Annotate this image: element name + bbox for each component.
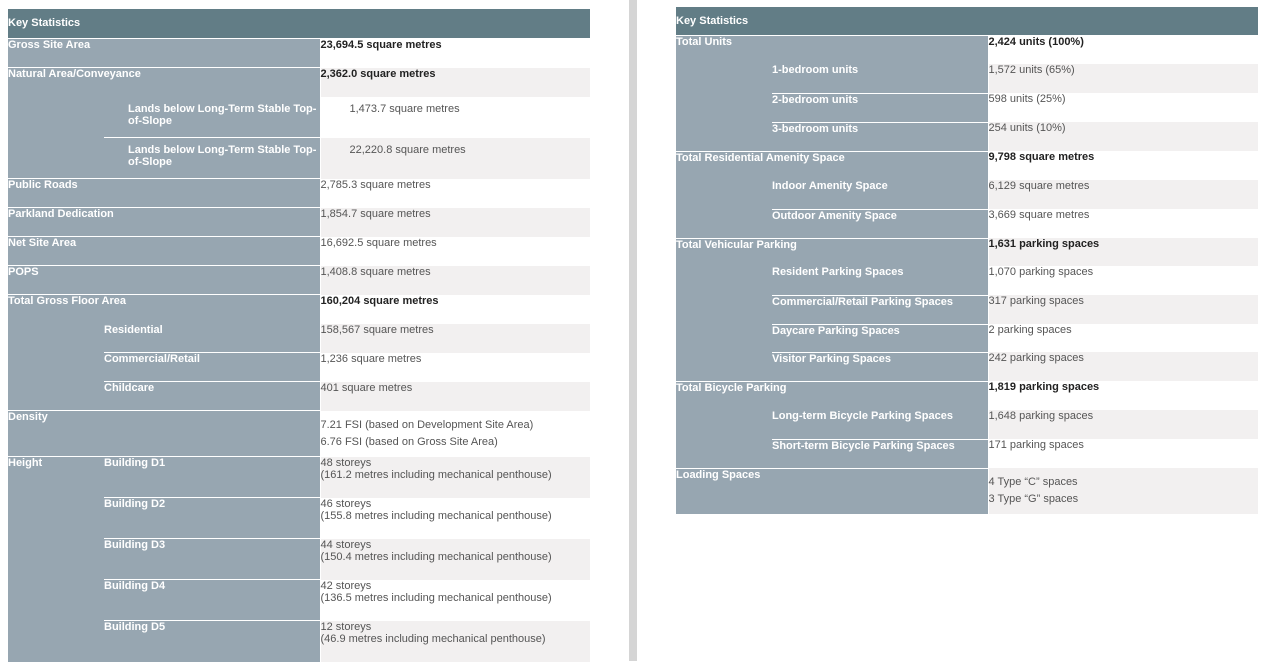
key-statistics-table-right (676, 7, 1258, 514)
visitor-parking-label: Visitor Parking Spaces (772, 352, 988, 381)
density-value-1: 7.21 FSI (based on Development Site Area) (320, 418, 534, 431)
outdoor-amenity-label: Outdoor Amenity Space (772, 209, 988, 238)
building-d4-label: Building D4 (104, 580, 320, 621)
table-header: Key Statistics (8, 9, 590, 38)
commercial-retail-value: 1,236 square metres (320, 353, 590, 382)
natural-area-value: 2,362.0 square metres (320, 68, 590, 97)
key-statistics-table-left (8, 9, 590, 662)
visitor-parking-value: 242 parking spaces (988, 352, 1258, 381)
two-bedroom-value: 598 units (25%) (988, 93, 1258, 122)
loading-type-g: 3 Type “G” spaces (988, 493, 1079, 505)
building-d1-label: Building D1 (104, 457, 320, 498)
residential-amenity-value: 9,798 square metres (988, 151, 1258, 180)
building-d4-storeys: 42 storeys (320, 579, 372, 592)
one-bedroom-value: 1,572 units (65%) (988, 64, 1258, 93)
density-label: Density (8, 411, 320, 457)
height-label: Height (8, 457, 104, 498)
vehicular-parking-value: 1,631 parking spaces (988, 238, 1258, 266)
bicycle-parking-value: 1,819 parking spaces (988, 381, 1258, 410)
density-value-2: 6.76 FSI (based on Gross Site Area) (320, 435, 498, 448)
parkland-dedication-value: 1,854.7 square metres (320, 208, 590, 237)
commercial-parking-value: 317 parking spaces (988, 295, 1258, 324)
loading-spaces-label: Loading Spaces (676, 468, 988, 514)
net-site-area-label: Net Site Area (8, 237, 320, 266)
residential-amenity-label: Total Residential Amenity Space (676, 151, 988, 180)
daycare-parking-label: Daycare Parking Spaces (772, 324, 988, 352)
residential-value: 158,567 square metres (320, 324, 590, 353)
daycare-parking-value: 2 parking spaces (988, 324, 1258, 352)
public-roads-label: Public Roads (8, 179, 320, 208)
lands-below-slope-value-2: 22,220.8 square metres (320, 138, 590, 179)
total-units-value: 2,424 units (100%) (988, 35, 1258, 64)
two-bedroom-label: 2-bedroom units (772, 93, 988, 122)
total-units-label: Total Units (676, 35, 988, 64)
three-bedroom-value: 254 units (10%) (988, 122, 1258, 151)
net-site-area-value: 16,692.5 square metres (320, 237, 590, 266)
short-term-bicycle-value: 171 parking spaces (988, 439, 1258, 468)
lands-below-slope-value-1: 1,473.7 square metres (320, 97, 590, 138)
building-d1-storeys: 48 storeys (320, 456, 372, 469)
lands-below-slope-label-2: Lands below Long-Term Stable Top-of-Slope (104, 138, 320, 179)
building-d2-label: Building D2 (104, 498, 320, 539)
long-term-bicycle-value: 1,648 parking spaces (988, 410, 1258, 439)
building-d4-metres: (136.5 metres including mechanical penthouse) (320, 591, 552, 604)
bicycle-parking-label: Total Bicycle Parking (676, 381, 988, 410)
natural-area-label: Natural Area/Conveyance (8, 68, 320, 97)
childcare-label: Childcare (104, 382, 320, 411)
building-d1-metres: (161.2 metres including mechanical penthouse) (320, 468, 552, 481)
building-d5-value (320, 621, 590, 662)
building-d2-value (320, 498, 590, 539)
building-d3-storeys: 44 storeys (320, 538, 372, 551)
total-gfa-value: 160,204 square metres (320, 295, 590, 324)
table-header: Key Statistics (676, 7, 1258, 35)
indoor-amenity-value: 6,129 square metres (988, 180, 1258, 209)
total-gfa-label: Total Gross Floor Area (8, 295, 320, 324)
building-d3-label: Building D3 (104, 539, 320, 580)
building-d2-metres: (155.8 metres including mechanical penthouse) (320, 509, 552, 522)
building-d3-value (320, 539, 590, 580)
commercial-retail-label: Commercial/Retail (104, 353, 320, 382)
building-d1-value (320, 457, 590, 498)
pops-label: POPS (8, 266, 320, 295)
residential-label: Residential (104, 324, 320, 353)
pops-value: 1,408.8 square metres (320, 266, 590, 295)
public-roads-value: 2,785.3 square metres (320, 179, 590, 208)
parkland-dedication-label: Parkland Dedication (8, 208, 320, 237)
one-bedroom-label: 1-bedroom units (772, 64, 988, 93)
outdoor-amenity-value: 3,669 square metres (988, 209, 1258, 238)
building-d5-storeys: 12 storeys (320, 620, 372, 633)
gross-site-area-label: Gross Site Area (8, 38, 320, 67)
loading-type-c: 4 Type “C” spaces (988, 476, 1078, 488)
resident-parking-label: Resident Parking Spaces (772, 266, 988, 295)
building-d5-metres: (46.9 metres including mechanical penthouse) (320, 632, 546, 645)
commercial-parking-label: Commercial/Retail Parking Spaces (772, 295, 988, 324)
short-term-bicycle-label: Short-term Bicycle Parking Spaces (772, 439, 988, 468)
lands-below-slope-label-1: Lands below Long-Term Stable Top-of-Slope (104, 97, 320, 138)
resident-parking-value: 1,070 parking spaces (988, 266, 1258, 295)
vehicular-parking-label: Total Vehicular Parking (676, 238, 988, 266)
building-d2-storeys: 46 storeys (320, 497, 372, 510)
building-d4-value (320, 580, 590, 621)
building-d5-label: Building D5 (104, 621, 320, 662)
building-d3-metres: (150.4 metres including mechanical penthouse) (320, 550, 552, 563)
indoor-amenity-label: Indoor Amenity Space (772, 180, 988, 209)
long-term-bicycle-label: Long-term Bicycle Parking Spaces (772, 410, 988, 439)
column-divider (629, 0, 637, 661)
childcare-value: 401 square metres (320, 382, 590, 411)
gross-site-area-value: 23,694.5 square metres (320, 38, 590, 67)
density-value (320, 411, 590, 457)
three-bedroom-label: 3-bedroom units (772, 122, 988, 151)
loading-spaces-value (988, 468, 1258, 514)
